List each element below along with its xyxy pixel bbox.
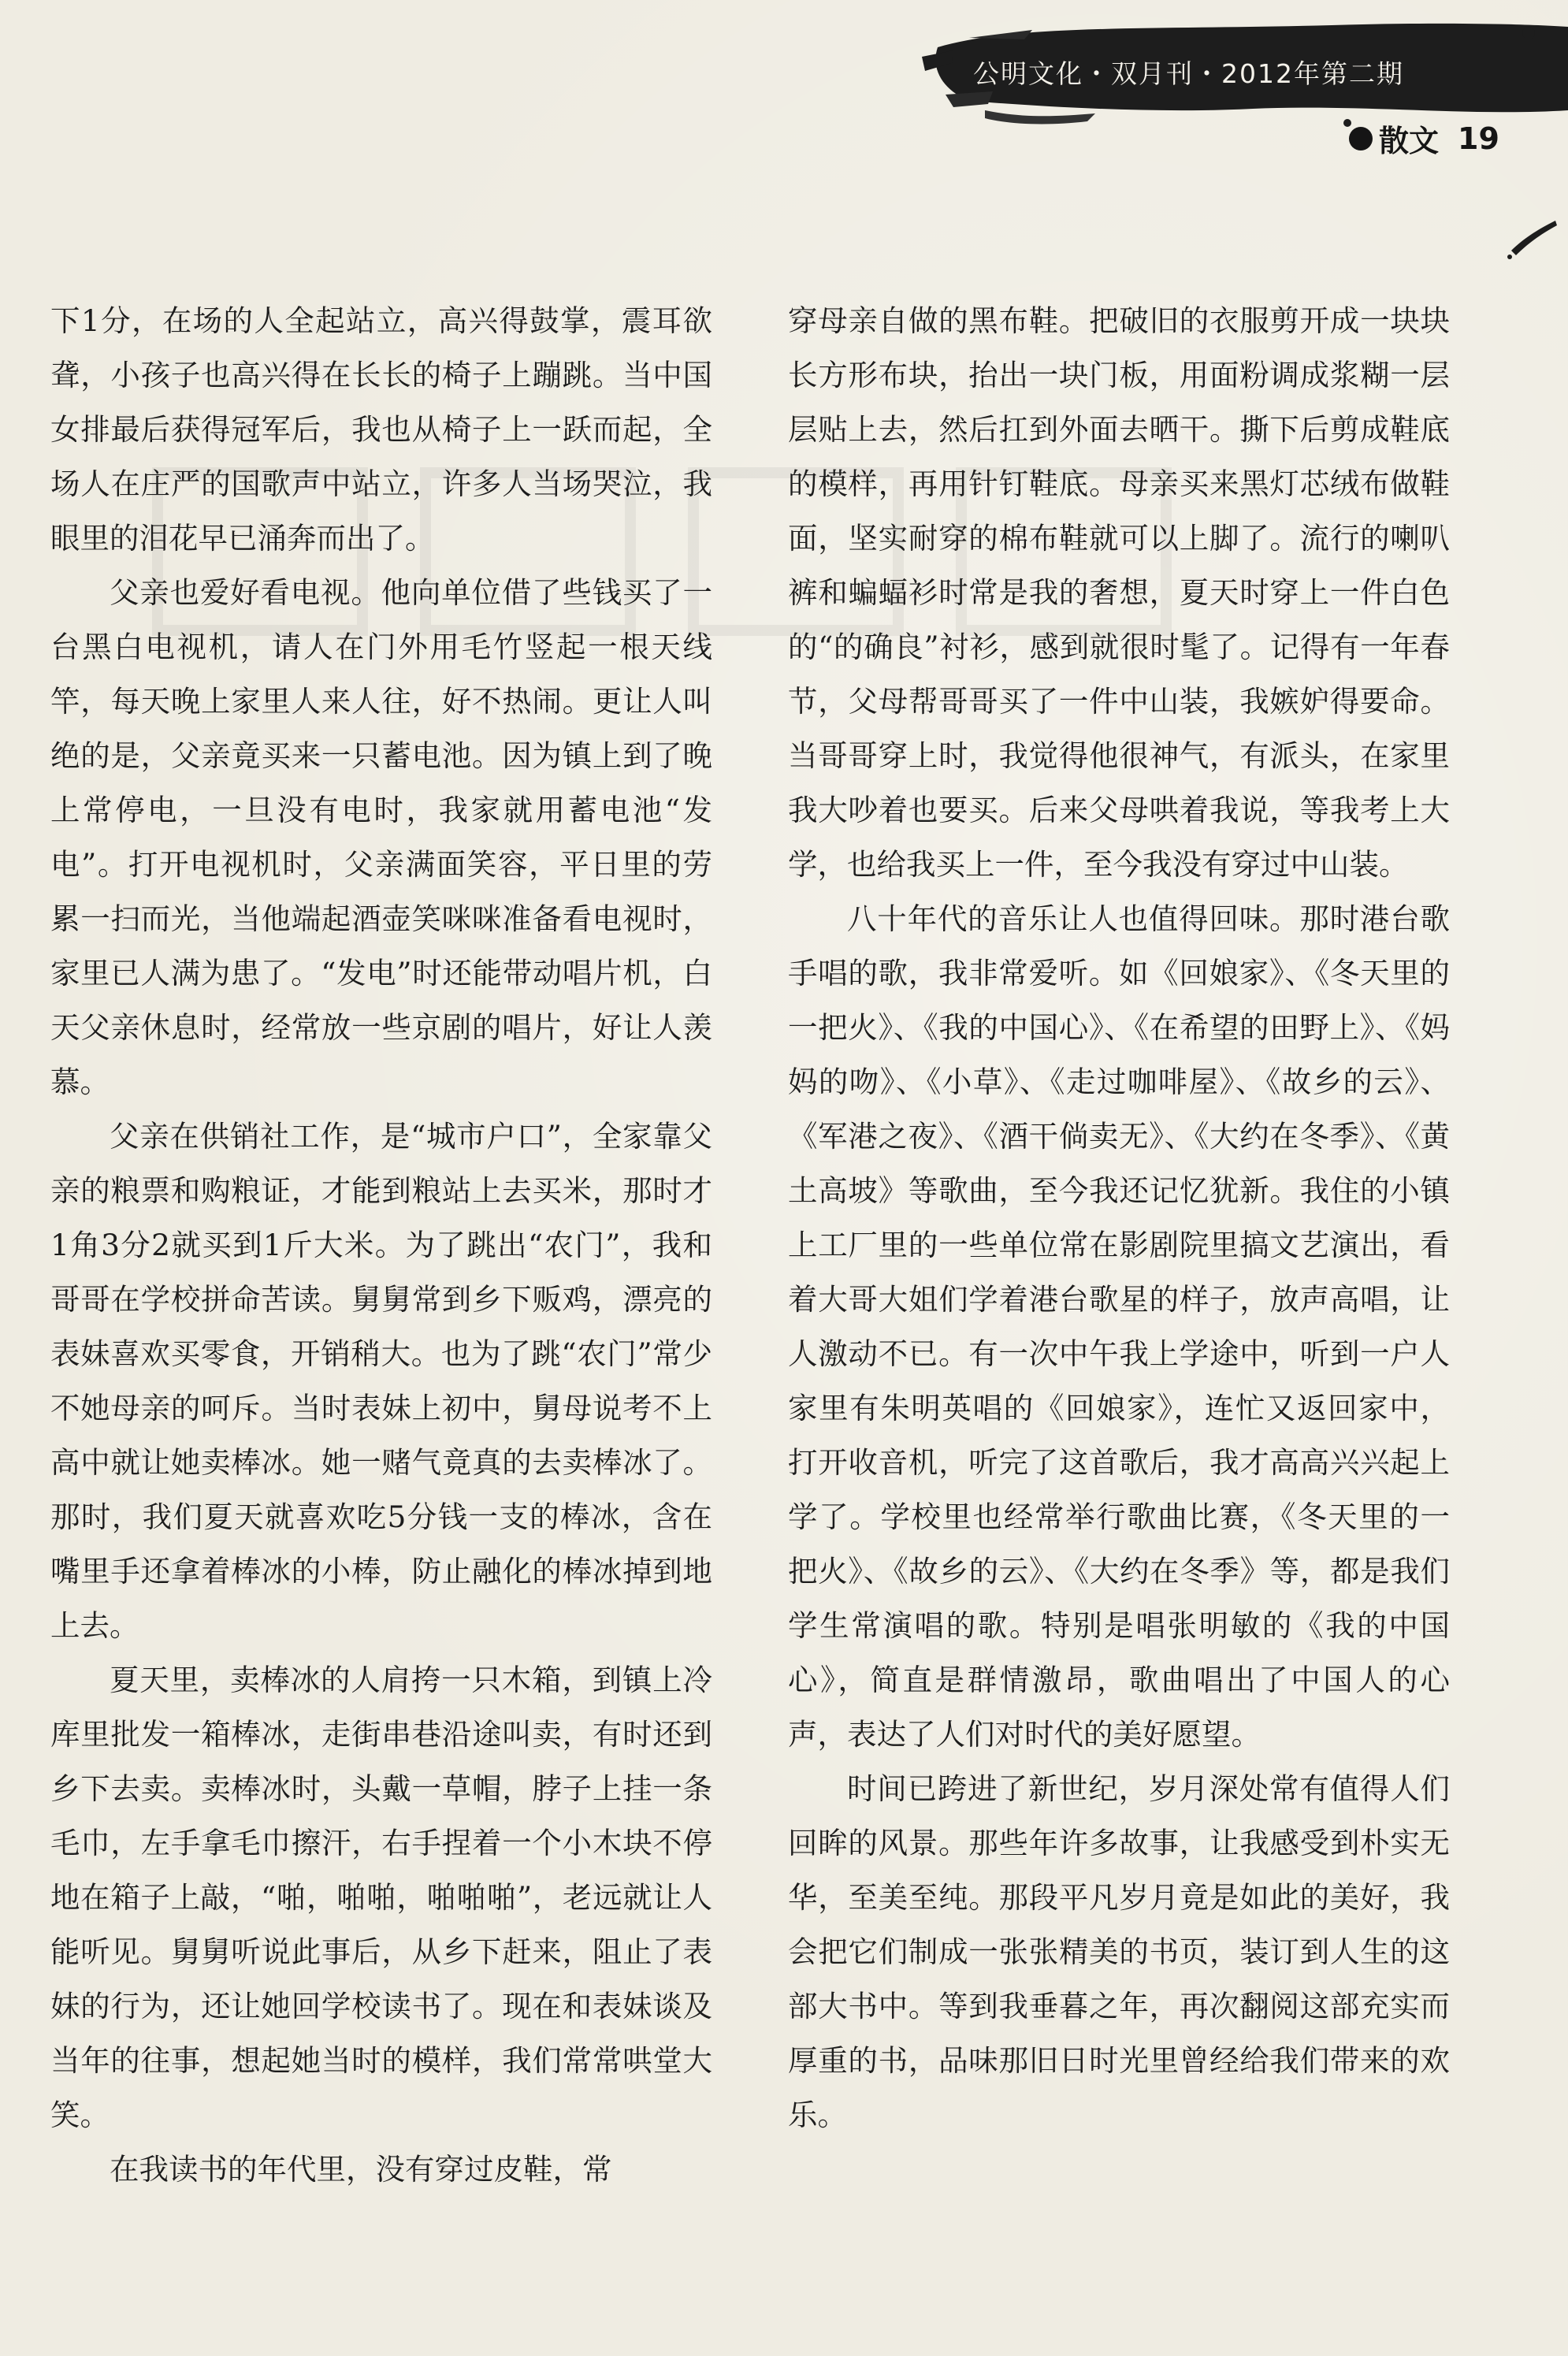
journal-issue-label: 公明文化・双月刊・2012年第二期 [973, 58, 1404, 89]
bullet-icon [1349, 127, 1373, 151]
section-name: 散文 [1379, 124, 1440, 158]
paragraph: 下1分，在场的人全起站立，高兴得鼓掌，震耳欲聋，小孩子也高兴得在长长的椅子上蹦跳。当中国女排最后获得冠军后，我也从椅子上一跃而起，全场人在庄严的国歌声中站立，许多人当场哭泣，我眼里的泪花早已涌奔而出了。 [50, 303, 712, 556]
paragraph: 父亲在供销社工作，是“城市户口”，全家靠父亲的粮票和购粮证，才能到粮站上去买米，那时才1角3分2就买到1斤大米。为了跳出“农门”，我和哥哥在学校拼命苦读。舅舅常到乡下贩鸡，漂亮的表妹喜欢买零食，开销稍大。也为了跳“农门”常少不她母亲的呵斥。当时表妹上初中，舅母说考不上高中就让她卖棒冰。她一赌气竟真的去卖棒冰了。那时，我们夏天就喜欢吃5分钱一支的棒冰，含在嘴里手还拿着棒冰的小棒，防止融化的棒冰掉到地上去。 [50, 1119, 712, 1643]
left-column [50, 294, 712, 2197]
paragraph: 八十年代的音乐让人也值得回味。那时港台歌手唱的歌，我非常爱听。如《回娘家》、《冬天里的一把火》、《我的中国心》、《在希望的田野上》、《妈妈的吻》、《小草》、《走过咖啡屋》、《故乡的云》、《军港之夜》、《酒干倘卖无》、《大约在冬季》、《黄土高坡》等歌曲，至今我还记忆犹新。我住的小镇上工厂里的一些单位常在影剧院里搞文艺演出，看着大哥大姐们学着港台歌星的样子，放声高唱，让人激动不已。有一次中午我上学途中，听到一户人家里有朱明英唱的《回娘家》，连忙又返回家中，打开收音机，听完了这首歌后，我才高高兴兴起上学了。学校里也经常举行歌曲比赛，《冬天里的一把火》、《故乡的云》、《大约在冬季》等，都是我们学生常演唱的歌。特别是唱张明敏的《我的中国心》，简直是群情激昂，歌曲唱出了中国人的心声，表达了人们对时代的美好愿望。 [788, 901, 1450, 1752]
paragraph: 穿母亲自做的黑布鞋。把破旧的衣服剪开成一块块长方形布块，抬出一块门板，用面粉调成浆糊一层层贴上去，然后扛到外面去晒干。撕下后剪成鞋底的模样，再用针钉鞋底。母亲买来黑灯芯绒布做鞋面，坚实耐穿的棉布鞋就可以上脚了。流行的喇叭裤和蝙蝠衫时常是我的奢想，夏天时穿上一件白色的“的确良”衬衫，感到就很时髦了。记得有一年春节，父母帮哥哥买了一件中山装，我嫉妒得要命。当哥哥穿上时，我觉得他很神气，有派头，在家里我大吵着也要买。后来父母哄着我说，等我考上大学，也给我买上一件，至今我没有穿过中山装。 [788, 303, 1450, 882]
section-header [1349, 117, 1499, 160]
paragraph: 夏天里，卖棒冰的人肩挎一只木箱，到镇上冷库里批发一箱棒冰，走街串巷沿途叫卖，有时还到乡下去卖。卖棒冰时，头戴一草帽，脖子上挂一条毛巾，左手拿毛巾擦汗，右手捏着一个小木块不停地在箱子上敲，“啪，啪啪，啪啪啪”，老远就让人能听见。舅舅听说此事后，从乡下赶来，阻止了表妹的行为，还让她回学校读书了。现在和表妹谈及当年的往事，想起她当时的模样，我们常常哄堂大笑。 [50, 1663, 712, 2132]
brush-tick-icon [1505, 213, 1560, 260]
right-column [788, 294, 1450, 2142]
paragraph: 父亲也爱好看电视。他向单位借了些钱买了一台黑白电视机，请人在门外用毛竹竖起一根天线竿，每天晚上家里人来人往，好不热闹。更让人叫绝的是，父亲竟买来一只蓄电池。因为镇上到了晚上常停电，一旦没有电时，我家就用蓄电池“发电”。打开电视机时，父亲满面笑容，平日里的劳累一扫而光，当他端起酒壶笑咪咪准备看电视时，家里已人满为患了。“发电”时还能带动唱片机，白天父亲休息时，经常放一些京剧的唱片，好让人羡慕。 [50, 575, 712, 1099]
paragraph: 时间已跨进了新世纪，岁月深处常有值得人们回眸的风景。那些年许多故事，让我感受到朴实无华，至美至纯。那段平凡岁月竟是如此的美好，我会把它们制成一张张精美的书页，装订到人生的这部大书中。等到我垂暮之年，再次翻阅这部充实而厚重的书，品味那旧日时光里曾经给我们带来的欢乐。 [788, 1771, 1450, 2132]
paragraph: 在我读书的年代里，没有穿过皮鞋，常 [110, 2152, 612, 2187]
page-number: 19 [1458, 121, 1499, 156]
